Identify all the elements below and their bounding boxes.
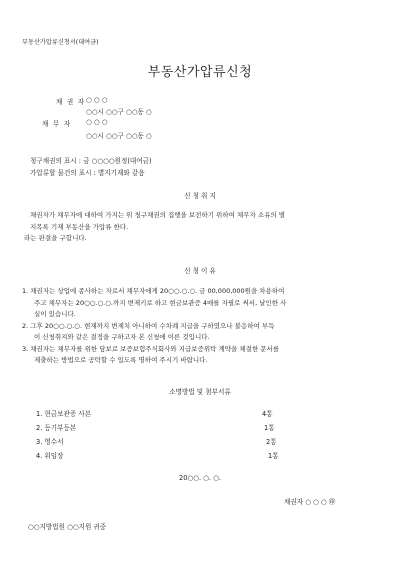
purpose-heading: 신 청 취 지 (184, 192, 216, 200)
purpose-line: 지목록 기재 부동산을 가압류 한다. (30, 222, 129, 231)
claim-line: 청구채권의 표시 : 금 ○○○○원정(대여금) (30, 157, 152, 165)
creditor-label: 채 권 자 (56, 98, 86, 106)
reason-line: 주고 채무자는 20○○.○.○.까지 변제키로 하고 현금보관증 4매를 자필로 써서, 날인한 사 (34, 298, 287, 307)
purpose-section (24, 210, 384, 245)
document-title: 부동산가압류신청 (147, 65, 253, 80)
reason-line: 1. 채권자는 상업에 종사하는 자로서 채무자에게 20○○.○.○. 금 00,000,000원을 차용하여 (22, 287, 285, 295)
reason-section (22, 286, 384, 367)
creditor-address: ○○시 ○○구 ○○동 ○ (86, 108, 152, 116)
evidence-item-count: 1통 (264, 424, 275, 432)
evidence-item-count: 1통 (268, 452, 279, 460)
debtor-address: ○○시 ○○구 ○○동 ○ (86, 132, 152, 140)
evidence-heading: 소명방법 및 첨부서류 (169, 388, 231, 396)
debtor-name: ○ ○ ○ (86, 118, 108, 126)
evidence-item-count: 2통 (266, 438, 277, 446)
evidence-item-label: 1. 현금보관증 사본 (36, 410, 92, 418)
purpose-line: 라는 판결을 구합니다. (24, 234, 87, 242)
reason-line: 이 신청취지와 같은 결정을 구하고자 본 신청에 이른 것입니다. (34, 333, 210, 341)
reason-heading: 신 청 이 유 (184, 267, 216, 275)
reason-line: 실이 있습니다. (34, 310, 76, 318)
evidence-item-label: 4. 위임장 (36, 452, 64, 460)
reason-line: 2. 그후 20○○.○.○. 현재까지 변제치 아니하여 수차례 지급을 구하였으나 불응하여 부득 (22, 321, 275, 330)
filing-date: 20○○. ○. ○. (179, 474, 221, 482)
reason-line: 제출하는 방법으로 공탁할 수 있도록 명하여 주시기 바랍니다. (34, 356, 208, 364)
court-addressee: ○○지방법원 ○○지원 귀중 (28, 523, 107, 531)
debtor-label: 채 무 자 (42, 120, 72, 128)
reason-line: 3. 채권자는 채무자를 위한 담보로 보증보험주식회사와 지급보증위탁 계약을 체결한 문서를 (22, 344, 280, 353)
creditor-name: ○ ○ ○ (86, 96, 108, 104)
target-line: 가압류할 물건의 표시 : 별지기재와 같음 (30, 169, 145, 177)
form-label: 부동산가압류신청서(대여금) (22, 39, 99, 46)
evidence-item-label: 2. 등기부등본 (36, 424, 77, 432)
purpose-line: 채권자가 채무자에 대하여 가지는 위 청구채권의 집행을 보전하기 위하여 채무자 소유의 별 (30, 211, 286, 219)
evidence-item-label: 3. 영수서 (36, 438, 64, 446)
evidence-item-count: 4통 (262, 410, 273, 418)
signature-line: 채권자 ○ ○ ○ ㊞ (284, 498, 336, 506)
